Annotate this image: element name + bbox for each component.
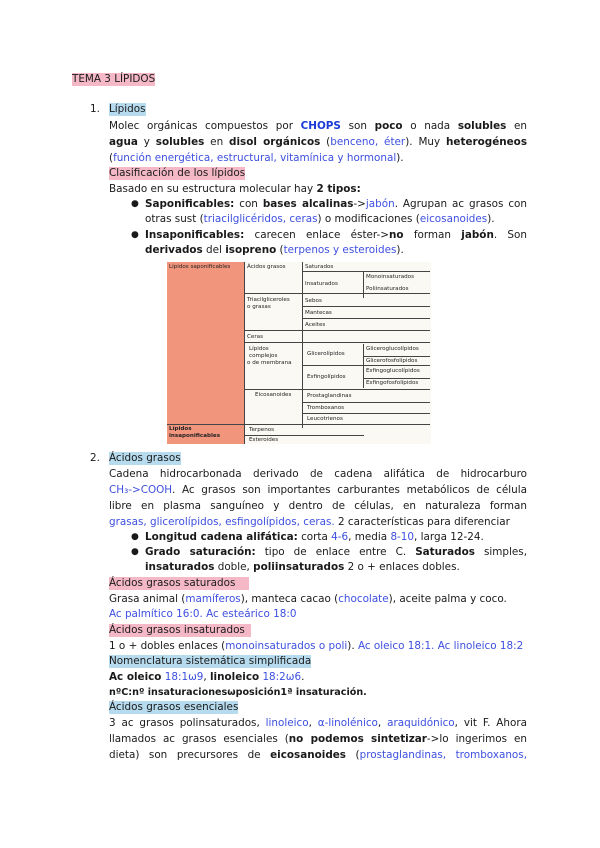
bullet-dot: ●	[131, 547, 139, 557]
table-saturados: Saturados	[305, 264, 334, 270]
s2-p1-line2: CH₃->COOH. Ac grasos son importantes carburantes metabólicos de célula	[109, 484, 527, 496]
s2-saturados-line1: Grasa animal (mamíferos), manteca cacao (chocolate), aceite palma y coco.	[109, 593, 507, 605]
section-2-number: 2.	[90, 452, 100, 464]
table-esteroides: Esteroides	[249, 437, 279, 443]
table-glicerolipidos: Glicerolípidos	[307, 351, 345, 357]
s2-p1-line1: Cadena hidrocarbonada derivado de cadena alifática de hidrocarburo	[109, 468, 527, 480]
s2-p1-line4: grasas, glicerolípidos, esfingolípidos, ceras. 2 características para diferenciar	[109, 516, 510, 528]
table-eicosanoides: Eicosanoides	[255, 392, 292, 398]
table-triacil-b: o grasas	[247, 304, 271, 310]
table-glicerofosfolipidos: Glicerofosfolípidos	[366, 358, 418, 364]
table-hline	[244, 435, 364, 436]
bullet-dot: ●	[131, 230, 139, 240]
s2-esenciales-heading: Ácidos grasos esenciales	[109, 701, 239, 713]
table-poliinsaturados: Poliinsaturados	[366, 286, 409, 292]
table-hline	[244, 342, 430, 343]
section-1-heading: Lípidos	[109, 103, 146, 115]
table-lcm-b: complejos	[249, 353, 278, 359]
table-hline	[363, 378, 430, 379]
s2-insaturados-line1: 1 o + dobles enlaces (monoinsaturados o poli). Ac oleico 18:1. Ac linoleico 18:2	[109, 640, 524, 652]
table-lipidos-saponificables: Lípidos saponificables	[169, 264, 231, 270]
table-hline	[302, 318, 430, 319]
table-terpenos: Terpenos	[249, 427, 275, 433]
table-hline	[302, 413, 430, 414]
s2-saturados-line2: Ac palmítico 16:0. Ac esteárico 18:0	[109, 608, 297, 620]
table-vline	[363, 272, 364, 298]
table-vline	[302, 262, 303, 428]
table-hline	[244, 293, 302, 294]
table-hline	[302, 293, 430, 294]
s2-bullet2-line2: insaturados doble, poliinsaturados 2 o + enlaces dobles.	[145, 561, 460, 573]
table-lcm-c: o de membrana	[247, 360, 292, 366]
table-hline	[302, 402, 430, 403]
s2-nomenclatura-heading: Nomenclatura sistemática simplificada	[109, 655, 312, 667]
table-triacil-a: Triacilgliceroles	[247, 297, 290, 303]
s1-bullet1-line1: Saponificables: con bases alcalinas->jabón. Agrupan ac grasos con	[145, 198, 528, 210]
table-aceites: Aceites	[305, 322, 326, 328]
s1-p1-line2: agua y solubles en disol orgánicos (benceno, éter). Muy heterogéneos	[109, 136, 528, 148]
s2-esenciales-line3: dieta) son precursores de eicosanoides (prostaglandinas, tromboxanos,	[109, 749, 527, 761]
s1-bullet1-line2: otras sust (triacilglicéridos, ceras) o modificaciones (eicosanoides).	[145, 213, 495, 225]
table-vline	[244, 262, 245, 444]
s2-esenciales-line1: 3 ac grasos polinsaturados, linoleico, α-linolénico, araquidónico, vit F. Ahora	[109, 717, 527, 729]
s2-esenciales-line2: llamados ac grasos esenciales (no podemos sintetizar->lo ingerimos en	[109, 733, 527, 745]
table-lcm-a: Lípidos	[249, 346, 269, 352]
table-lipidos-insap-a: Lípidos	[169, 426, 192, 432]
table-prostaglandinas: Prostaglandinas	[307, 393, 352, 399]
table-mantecas: Mantecas	[305, 310, 332, 316]
s1-clasificacion-heading: Clasificación de los lípidos	[109, 167, 246, 179]
table-hline	[244, 330, 430, 331]
s2-nomenclatura-line2: nºC:nº insaturacionesωposición1ª insaturación.	[109, 687, 367, 698]
table-esfingoglucolipidos: Esfingoglucolípidos	[366, 368, 420, 374]
table-tromboxanos: Tromboxanos	[307, 405, 345, 411]
s1-bullet2-line1: Insaponificables: carecen enlace éster->no forman jabón. Son	[145, 229, 527, 241]
table-sebos: Sebos	[305, 298, 322, 304]
s2-p1-line3: libre en plasma sanguíneo y dentro de células, en naturaleza forman	[109, 500, 527, 512]
section-1-number: 1.	[90, 103, 100, 115]
table-gliceroglucolipidos: Gliceroglucolípidos	[366, 346, 419, 352]
table-monoinsaturados: Monoinsaturados	[366, 274, 415, 280]
table-vline	[363, 344, 364, 388]
doc-title: TEMA 3 LÍPIDOS	[72, 73, 156, 85]
s1-bullet2-line2: derivados del isopreno (terpenos y esteroides).	[145, 244, 404, 256]
table-hline	[363, 356, 430, 357]
table-insaturados: Insaturados	[305, 281, 338, 287]
bullet-dot: ●	[131, 199, 139, 209]
table-lipidos-insap-b: insaponificables	[169, 433, 221, 439]
table-esfingofosfolipidos: Esfingofosfolípidos	[366, 380, 419, 386]
table-ceras: Ceras	[247, 334, 263, 340]
bullet-dot: ●	[131, 532, 139, 542]
table-leucotrienos: Leucotrienos	[307, 416, 343, 422]
s1-p1-line3: (función energética, estructural, vitamínica y hormonal).	[109, 152, 404, 164]
s2-nomenclatura-line1: Ac oleico 18:1ω9, linoleico 18:2ω6.	[109, 671, 305, 683]
table-pink-column	[167, 262, 244, 444]
table-hline	[244, 389, 430, 390]
table-esfingolipidos: Esfingolípidos	[307, 374, 346, 380]
s2-bullet2-line1: Grado saturación: tipo de enlace entre C. Saturados simples,	[145, 546, 527, 558]
s1-basado: Basado en su estructura molecular hay 2 tipos:	[109, 183, 361, 195]
table-acidos-grasos: Ácidos grasos	[247, 264, 286, 270]
s1-p1-line1: Molec orgánicas compuestos por CHOPS son poco o nada solubles en	[109, 120, 527, 132]
table-hline	[302, 306, 430, 307]
s2-insaturados-heading: Ácidos grasos insaturados	[109, 624, 251, 637]
table-hline	[167, 424, 430, 425]
s2-bullet1: Longitud cadena alifática: corta 4-6, media 8-10, larga 12-24.	[145, 531, 484, 543]
lipid-classification-table	[167, 262, 431, 444]
table-hline	[302, 271, 430, 272]
section-2-heading: Ácidos grasos	[109, 452, 181, 464]
table-hline	[302, 365, 430, 366]
s2-saturados-heading: Ácidos grasos saturados	[109, 577, 249, 590]
